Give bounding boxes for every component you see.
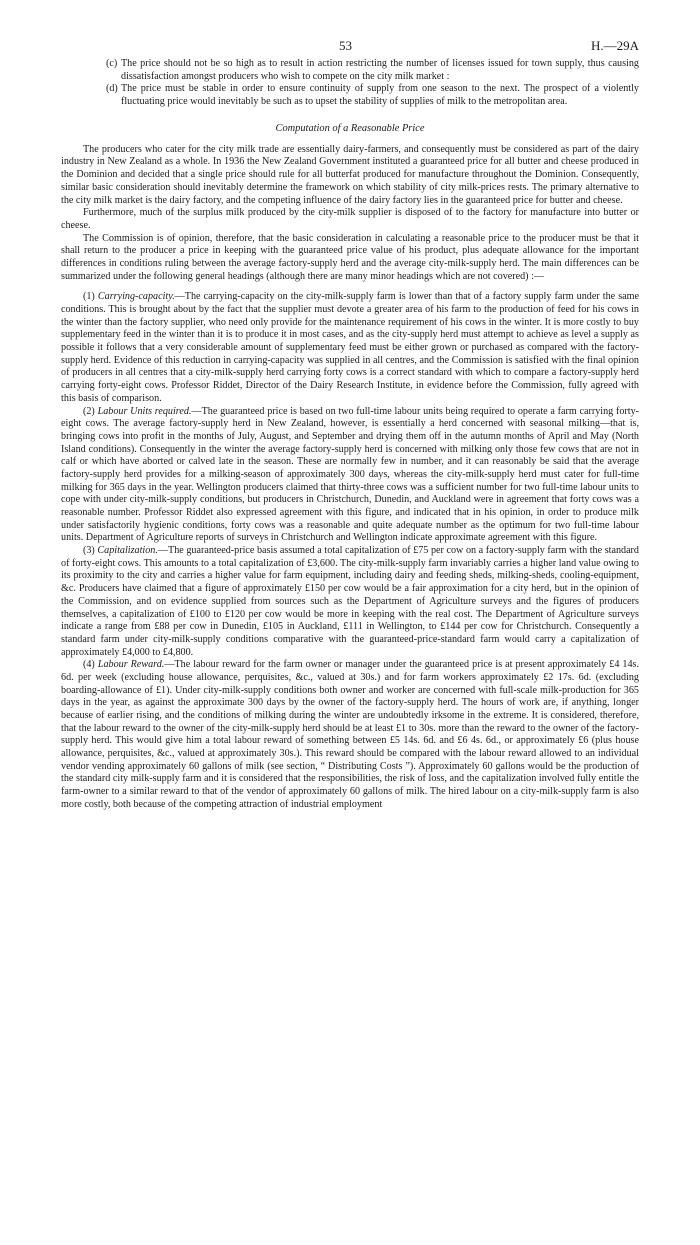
paragraph-intro-3: The Commission is of opinion, therefore, that the basic consideration in calculating a reasonable price to the producer must be that it shall return to the producer a price in keeping with the guaranteed price value of his product, plus adequate allowance for the important differences in conditions ruling between the average factory-supply herd and the average city-milk-supply herd. The main differences can be summarized under the following general headings (although there are many minor headings which are not covered) :— xyxy=(61,232,639,282)
heading-title: Labour Reward. xyxy=(97,659,165,671)
clause-text: The price should not be so high as to result in action restricting the number of licenses issued for town supply, thus causing dissatisfaction amongst producers who wish to compete on the city milk market : xyxy=(121,58,639,82)
heading-text: —The guaranteed-price basis assumed a total capitalization of £75 per cow on a factory-supply farm with the standard of forty-eight cows. This amounts to a total capitalization of £3,600. The city-milk-supply farm invariably carries a higher land value owing to its proximity to the city and carries a higher value for farm equipment, including dairy and feeding sheds, milking-sheds, cooling-equipment, &c. Producers have claimed that a figure of approximately £150 per cow would be a fair approximation for a city herd, but in the opinion of the Commission, and on evidence supplied from sources such as the Department of Agriculture surveys and the figures of producers themselves, a capitalization of £100 to £120 per cow would be more in keeping with the real cost. The Department of Agriculture surveys indicate a range from £88 per cow in Dunedin, £105 in Auckland, £111 in Wellington, to £144 per cow for Christchurch. Consequently a standard farm under city-milk-supply conditions comparative with the guaranteed-price-standard farm would carry a capitalization of approximately £4,000 to £4,800. xyxy=(61,545,639,658)
clause-d xyxy=(61,83,639,108)
clause-c xyxy=(61,58,639,83)
heading-title: Carrying-capacity. xyxy=(97,291,175,303)
section-heading: Computation of a Reasonable Price xyxy=(275,122,425,134)
heading-number: (3) xyxy=(83,545,95,557)
document-page xyxy=(61,38,639,812)
clause-text: The price must be stable in order to ensure continuity of supply from one season to the next. The prospect of a violently fluctuating price would inevitably be such as to upset the stability of supplies of milk to the metropolitan area. xyxy=(121,83,639,108)
heading-number: (4) xyxy=(83,659,95,671)
heading-carrying-capacity xyxy=(61,291,639,405)
heading-capitalization xyxy=(61,545,639,659)
heading-number: (1) xyxy=(83,291,95,303)
heading-title: Capitalization. xyxy=(97,545,158,557)
heading-labour-units xyxy=(61,406,639,546)
heading-title: Labour Units required. xyxy=(97,405,192,417)
heading-text: —The guaranteed price is based on two full-time labour units being required to operate a farm carrying forty-eight cows. The average factory-supply herd in New Zealand, however, is essentially a herd concerned with seasonal milking—that is, bringing cows into profit in the months of July, August, and September and drying them off in the autumn months of April and May (North Island conditions). Consequently in the winter the average factory-supply herd is concerned with milking only those few cows that are not in calf or which have aborted or calved late in the season. These are normally few in number, and it can reasonably be said that the average factory-supply herd provides for a milking-season of approximately 300 days, whereas the city-milk-supply herd must cater for full-time milking for 365 days in the year. Wellington producers claimed that thirty-three cows was a sufficient number for two full-time labour units to cope with under city-milk-supply conditions, but producers in Christchurch, Dunedin, and Auckland were in agreement that forty cows was a reasonable number. Professor Riddet also expressed agreement with this figure, and indicated that in his opinion, in order to produce milk under satisfactorily hygienic conditions, forty cows was a reasonable and quite adequate number as the optimum for two full-time labour units. Department of Agriculture reports of surveys in Christchurch and Wellington indicate approximate agreement with this figure. xyxy=(61,405,640,544)
clause-label: (c) xyxy=(106,58,118,69)
page-number: 53 xyxy=(339,38,352,53)
heading-labour-reward xyxy=(61,659,639,811)
page-header xyxy=(61,38,639,58)
heading-text: —The carrying-capacity on the city-milk-supply farm is lower than that of a factory supply farm under the same conditions. This is brought about by the fact that the supplier must devote a greater area of his farm to the production of feed for his cows in the winter than the factory supplier, who need only provide for the maintenance requirement of his cows in the winter. It is more costly to buy supplementary feed in the winter than it is to produce it in most cases, and as the city-supply herd must attempt to achieve as level a supply as possible it follows that a very considerable amount of supplementary feed must be either grown or purchased as compared with the factory-supply herd. Evidence of this reduction in carrying-capacity was supplied in all centres, and the Commission is satisfied with the final opinion of producers in all centres that a city-milk-supply herd carrying forty cows is a correct standard with which to compare a factory-supply herd carrying forty-eight cows. Professor Riddet, Director of the Dairy Research Institute, in evidence before the Commission, fully agreed with this basis of comparison. xyxy=(61,291,639,404)
paragraph-intro-2: Furthermore, much of the surplus milk produced by the city-milk supplier is disposed of to the factory for manufacture into butter or cheese. xyxy=(61,207,639,231)
document-reference: H.—29A xyxy=(590,38,639,53)
clause-label: (d) xyxy=(106,83,118,95)
paragraph-intro-1: The producers who cater for the city milk trade are essentially dairy-farmers, and consequently must be considered as part of the dairy industry in New Zealand as a whole. In 1936 the New Zealand Government instituted a guaranteed price for all butter and cheese produced in the Dominion and decided that a single price should rule for all butterfat produced for manufacture throughout the Dominion. Consequently, similar basic consideration should inevitably determine the framework on which stability of city milk-prices rests. The primary alternative to the city milk market is the dairy factory, and the competing influence of the dairy factory lies in the guaranteed price for butter and cheese. xyxy=(61,143,639,206)
heading-text: —The labour reward for the farm owner or manager under the guaranteed price is at present approximately £4 14s. 6d. per week (excluding house allowance, perquisites, &c., valued at 30s.) and for farm workers approximately £2 17s. 6d. (excluding boarding-allowance of £1). Under city-milk-supply conditions both owner and worker are concerned with full-scale milk-production for 365 days in the year, as against the approximate 300 days by the owner of the factory-supply herd. The hours of work are, if anything, longer because of earlier rising, and the conditions of milking during the winter are undoubtedly irksome in the extreme. It is considered, therefore, that the labour reward to the owner of the city-milk-supply herd should be at least £1 to 30s. more than the reward to the owner of the factory-supply herd. This would give him a total labour reward of something between £5 14s. 6d. and £6 4s. 6d., or approximately £6 (plus house allowance, perquisites, &c., valued at approximately 30s.). This reward should be compared with the labour reward allowed to an individual vendor vending approximately 60 gallons of milk (see section, “ Distributing Costs ”). Approximately 60 gallons would be the production of the standard city milk-supply farm and it is considered that the responsibilities, the risk of loss, and the capitalization involved fully entitle the farm-owner to a similar reward to that of the vendor of approximately 60 gallons of milk. The hired labour on a city-milk-supply farm is also more costly, both because of the competing attraction of industrial employment xyxy=(61,659,639,810)
heading-number: (2) xyxy=(83,405,95,417)
